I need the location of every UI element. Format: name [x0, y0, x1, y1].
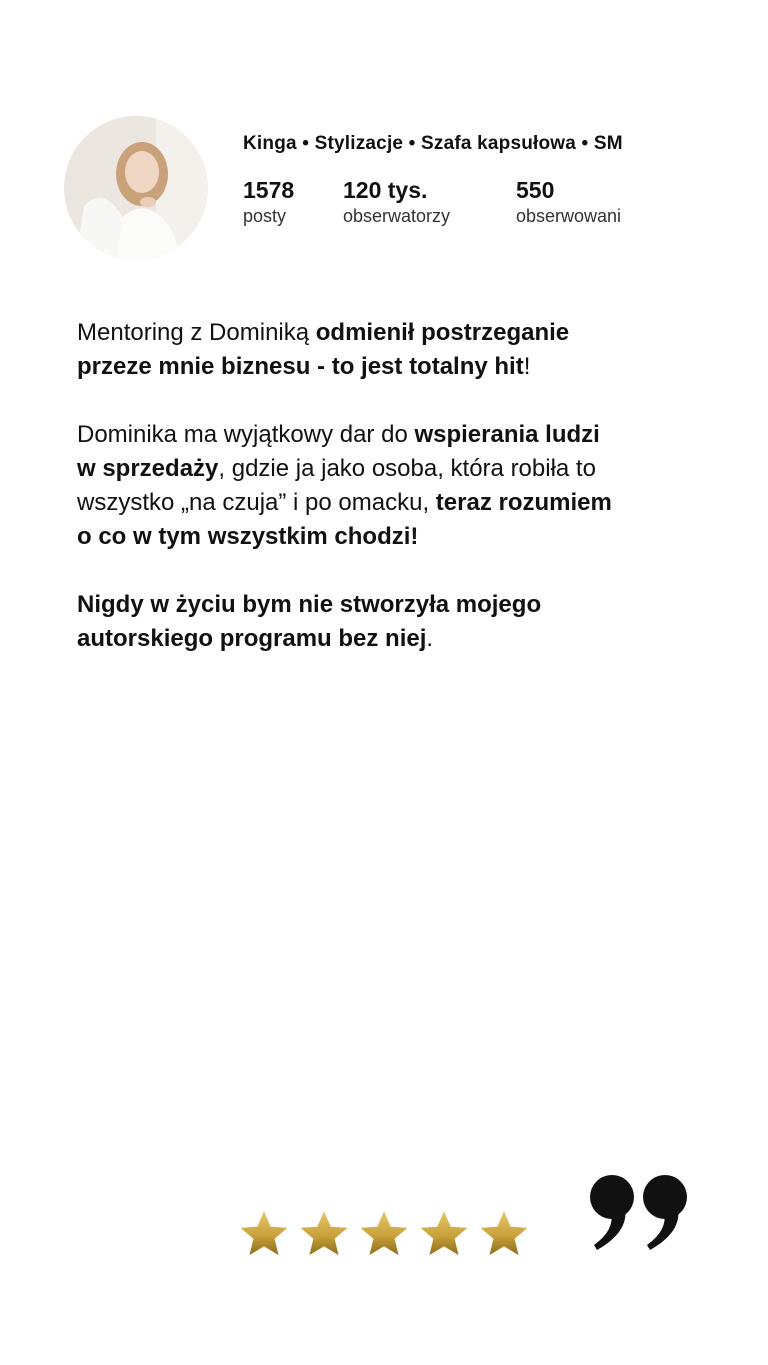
stat-following[interactable]: [516, 176, 621, 228]
profile-name[interactable]: Kinga • Stylizacje • Szafa kapsułowa • SM: [243, 133, 623, 154]
star-icon: [358, 1208, 410, 1260]
bold-span: o co w tym wszystkim chodzi!: [77, 523, 419, 550]
following-label: obserwowani: [516, 206, 622, 226]
closing-quote-icon: [585, 1170, 695, 1254]
bold-span: w sprzedaży: [77, 455, 219, 482]
bold-span: autorskiego programu bez niej: [77, 625, 427, 652]
stat-posts[interactable]: [243, 176, 294, 228]
testimonial-paragraph-2: [77, 418, 707, 554]
star-icon: [478, 1208, 530, 1260]
text-span: Dominika ma wyjątkowy dar do: [77, 421, 415, 448]
text-span: !: [523, 353, 531, 380]
testimonial-text: [77, 316, 707, 690]
star-icon: [298, 1208, 350, 1260]
following-count: 550: [516, 177, 555, 203]
star-icon: [418, 1208, 470, 1260]
text-span: Mentoring z Dominiką: [77, 319, 316, 346]
bold-span: teraz rozumiem: [435, 489, 612, 516]
posts-count: 1578: [243, 177, 295, 203]
bold-span: przeze mnie biznesu - to jest totalny hit: [77, 353, 524, 380]
bold-span: Nigdy w życiu bym nie stworzyła mojego: [77, 591, 542, 618]
rating-stars: [238, 1208, 530, 1260]
text-span: , gdzie ja jako osoba, która robiła to: [218, 455, 596, 482]
text-span: .: [426, 625, 434, 652]
text-span: wszystko „na czuja” i po omacku,: [77, 489, 436, 516]
bold-span: odmienił postrzeganie: [315, 319, 570, 346]
stat-followers[interactable]: [343, 176, 450, 228]
followers-label: obserwatorzy: [343, 206, 451, 226]
posts-label: posty: [243, 206, 287, 226]
testimonial-paragraph-1: [77, 316, 707, 384]
testimonial-paragraph-3: [77, 588, 707, 656]
followers-count: 120 tys.: [343, 177, 428, 203]
avatar[interactable]: [64, 116, 208, 260]
profile-photo-icon: [64, 116, 208, 260]
bold-span: wspierania ludzi: [414, 421, 600, 448]
star-icon: [238, 1208, 290, 1260]
